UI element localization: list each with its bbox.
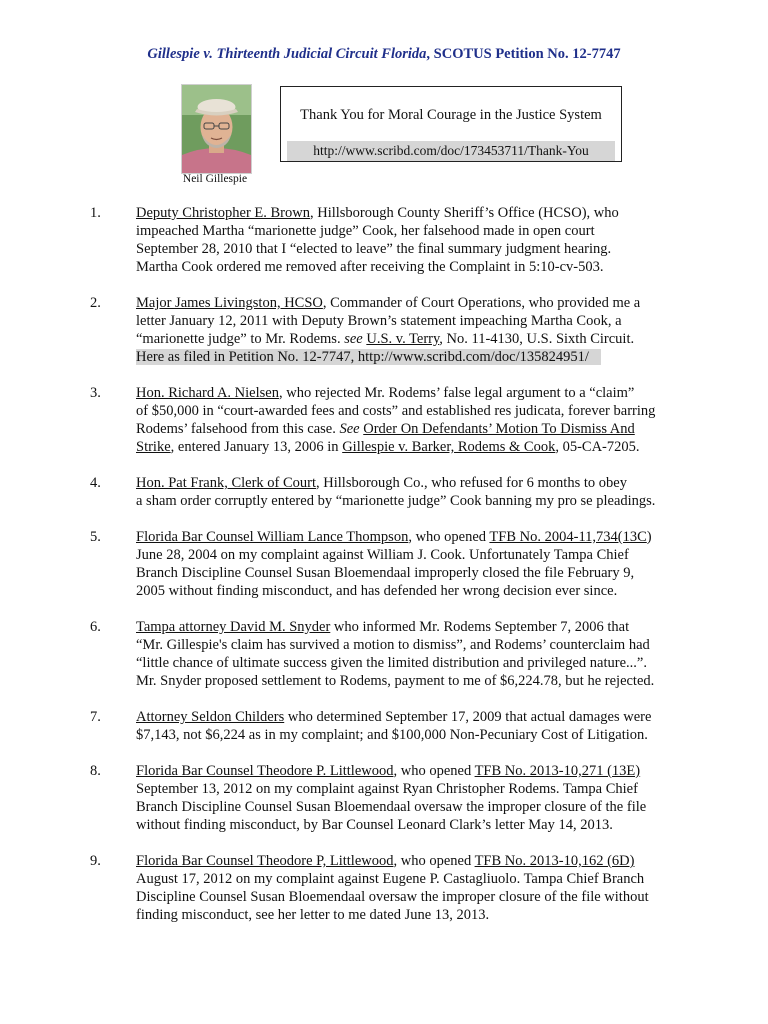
text-segment: letter January 12, 2011 with Deputy Brown’s statement impeaching Martha Cook, a: [136, 313, 622, 329]
item-line: [136, 384, 688, 402]
item-number: 3.: [90, 385, 101, 401]
text-segment: , Hillsborough County Sheriff’s Office (HCSO), who: [309, 205, 619, 221]
item-line: [136, 870, 688, 888]
text-segment: without finding misconduct, by Bar Counsel Leonard Clark’s letter May 14, 2013.: [136, 817, 613, 833]
text-segment: , Hillsborough Co., who refused for 6 months to obey: [316, 475, 627, 491]
text-segment: a sham order corruptly entered by “marionette judge” Cook banning my pro se pleadings.: [136, 493, 656, 509]
photo-caption: Neil Gillespie: [182, 173, 248, 185]
underlined-reference: Florida Bar Counsel Theodore P, Littlewood: [136, 853, 394, 869]
underlined-reference: Gillespie v. Barker, Rodems & Cook: [342, 439, 556, 455]
text-segment: Rodems’ falsehood from this case.: [136, 421, 340, 437]
list-item: [0, 852, 688, 924]
text-segment: Mr. Snyder proposed settlement to Rodems, payment to me of $6,224.78, but he rejected.: [136, 673, 655, 689]
text-segment: September 28, 2010 that I “elected to leave” the final summary judgment hearing.: [136, 241, 612, 257]
text-segment: Discipline Counsel Susan Bloemendaal oversaw the improper closure of the file without: [136, 889, 649, 905]
item-line: [136, 330, 688, 348]
text-segment: impeached Martha “marionette judge” Cook, her falsehood made in open court: [136, 223, 595, 239]
text-segment: Branch Discipline Counsel Susan Bloemendaal oversaw the improper closure of the file: [136, 799, 647, 815]
item-line: [136, 726, 688, 744]
item-line: [136, 906, 688, 924]
underlined-reference: Order On Defendants’ Motion To Dismiss And: [363, 421, 635, 437]
item-line: [136, 222, 688, 240]
underlined-reference: Florida Bar Counsel Theodore P. Littlewood: [136, 763, 394, 779]
item-line: [136, 546, 688, 564]
item-number: 1.: [90, 205, 101, 221]
item-line: [136, 798, 688, 816]
item-line: [136, 258, 688, 276]
item-line: [136, 564, 688, 582]
text-segment: , No. 11-4130, U.S. Sixth Circuit.: [439, 331, 635, 347]
item-line: [136, 816, 688, 834]
case-name: Gillespie v. Thirteenth Judicial Circuit Florida: [147, 46, 427, 62]
item-line: [136, 294, 688, 312]
text-segment: , who rejected Mr. Rodems’ false legal argument to a “claim”: [278, 385, 635, 401]
underlined-reference: U.S. v. Terry: [366, 331, 440, 347]
underlined-reference: Deputy Christopher E. Brown: [136, 205, 310, 221]
thanks-box: [280, 86, 622, 162]
underlined-reference: Hon. Pat Frank, Clerk of Court: [136, 475, 317, 491]
item-line: [136, 618, 688, 636]
list-item: [0, 294, 688, 366]
list-item: [0, 708, 688, 744]
text-segment: $7,143, not $6,224 as in my complaint; and $100,000 Non-Pecuniary Cost of Litigation.: [136, 727, 648, 743]
text-segment: August 17, 2012 on my complaint against Eugene P. Castagliuolo. Tampa Chief Branch: [136, 871, 645, 887]
item-number: 5.: [90, 529, 101, 545]
item-line: [136, 312, 688, 330]
text-segment: 2005 without finding misconduct, and has defended her wrong decision ever since.: [136, 583, 618, 599]
numbered-list: [0, 204, 768, 924]
item-line: [136, 492, 688, 510]
item-line: [136, 654, 688, 672]
thanks-title: Thank You for Moral Courage in the Justice System: [300, 107, 602, 123]
item-line: [136, 708, 688, 726]
underlined-reference: Attorney Seldon Childers: [136, 709, 285, 725]
list-item: [0, 618, 688, 690]
text-segment: , Commander of Court Operations, who provided me a: [322, 295, 641, 311]
text-segment: , 05-CA-7205.: [555, 439, 640, 455]
underlined-reference: Strike: [136, 439, 171, 455]
text-segment: , entered January 13, 2006 in: [170, 439, 343, 455]
petition-number: , SCOTUS Petition No. 12-7747: [426, 46, 621, 62]
item-line: [136, 348, 688, 366]
item-line: [136, 636, 688, 654]
item-number: 9.: [90, 853, 101, 869]
list-item: [0, 204, 688, 276]
underlined-reference: Major James Livingston, HCSO: [136, 295, 323, 311]
text-segment: Branch Discipline Counsel Susan Bloemendaal improperly closed the file February 9,: [136, 565, 635, 581]
underlined-reference: TFB No. 2004-11,734(13C: [489, 529, 647, 545]
item-line: [136, 852, 688, 870]
item-line: [136, 420, 688, 438]
text-segment: who determined September 17, 2009 that actual damages were: [284, 709, 652, 725]
highlighted-text: Here as filed in Petition No. 12-7747, http://www.scribd.com/doc/135824951/: [136, 349, 601, 365]
underlined-reference: Tampa attorney David M. Snyder: [136, 619, 331, 635]
list-item: [0, 528, 688, 600]
item-line: [136, 672, 688, 690]
item-number: 2.: [90, 295, 101, 311]
text-segment: , who opened: [393, 853, 475, 869]
text-segment: , who opened: [393, 763, 475, 779]
text-segment: Martha Cook ordered me removed after receiving the Complaint in 5:10-cv-503.: [136, 259, 604, 275]
underlined-reference: Florida Bar Counsel William Lance Thompson: [136, 529, 409, 545]
list-item: [0, 762, 688, 834]
text-segment: June 28, 2004 on my complaint against William J. Cook. Unfortunately Tampa Chief: [136, 547, 629, 563]
text-segment: See: [339, 421, 360, 437]
item-line: [136, 438, 688, 456]
text-segment: September 13, 2012 on my complaint against Ryan Christopher Rodems. Tampa Chief: [136, 781, 638, 797]
item-line: [136, 528, 688, 546]
portrait-image: [182, 85, 251, 173]
underlined-reference: TFB No. 2013-10,162 (6D): [474, 853, 635, 869]
text-segment: “Mr. Gillespie's claim has survived a motion to dismiss”, and Rodems’ counterclaim had: [136, 637, 650, 653]
portrait-photo: [181, 84, 252, 174]
item-line: [136, 204, 688, 222]
text-segment: “little chance of ultimate success given the limited distribution and privileged nature...”.: [136, 655, 647, 671]
item-line: [136, 240, 688, 258]
text-segment: of $50,000 in “court-awarded fees and costs” and established res judicata, forever barring: [136, 403, 656, 419]
list-item: [0, 474, 688, 510]
text-segment: finding misconduct, see her letter to me dated June 13, 2013.: [136, 907, 490, 923]
document-header: [0, 46, 768, 63]
underlined-reference: TFB No. 2013-10,271 (13E): [474, 763, 641, 779]
item-line: [136, 582, 688, 600]
item-number: 7.: [90, 709, 101, 725]
list-item: [0, 384, 688, 456]
text-segment: who informed Mr. Rodems September 7, 2006 that: [330, 619, 630, 635]
text-segment: ): [646, 529, 652, 545]
item-line: [136, 780, 688, 798]
item-number: 6.: [90, 619, 101, 635]
item-line: [136, 888, 688, 906]
item-line: [136, 402, 688, 420]
item-number: 4.: [90, 475, 101, 491]
item-line: [136, 474, 688, 492]
text-segment: see: [344, 331, 363, 347]
item-number: 8.: [90, 763, 101, 779]
text-segment: “marionette judge” to Mr. Rodems.: [136, 331, 345, 347]
underlined-reference: Hon. Richard A. Nielsen: [136, 385, 279, 401]
item-line: [136, 762, 688, 780]
thanks-link[interactable]: http://www.scribd.com/doc/173453711/Thank-You: [287, 141, 615, 161]
text-segment: , who opened: [408, 529, 490, 545]
